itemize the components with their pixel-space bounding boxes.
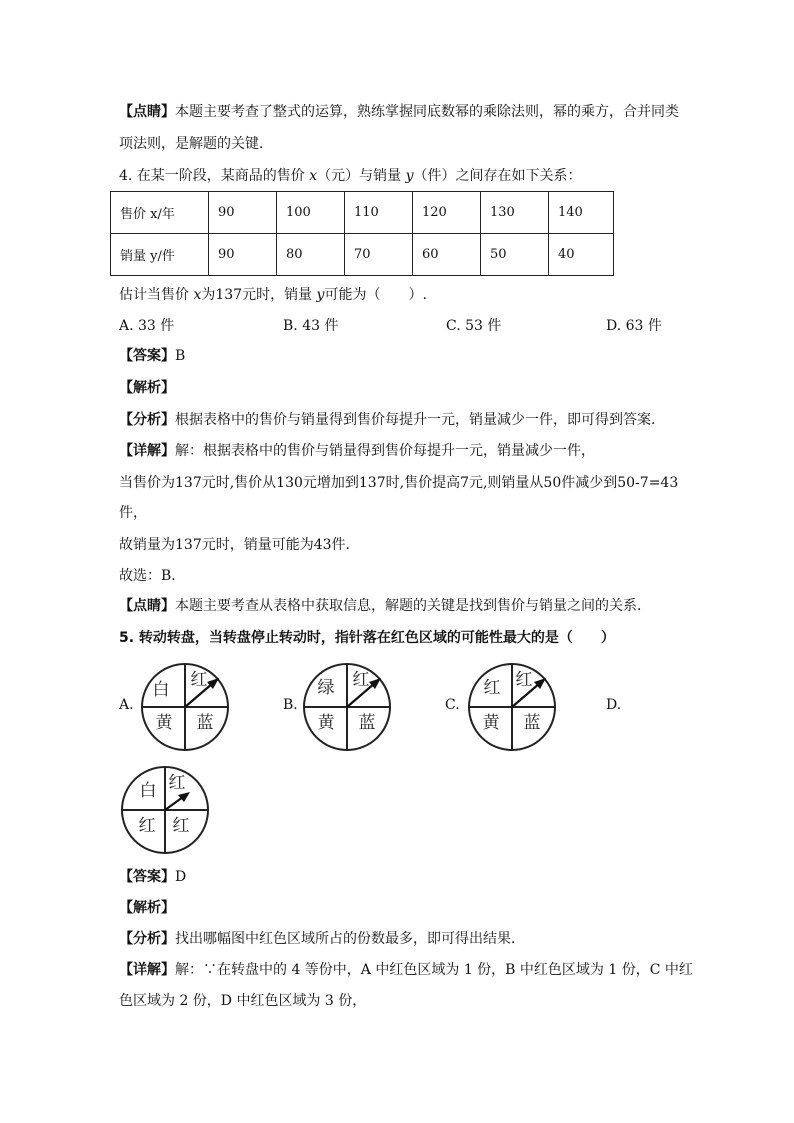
q5-answer: 【答案】D — [119, 869, 187, 885]
wheel-option-b-letter: B. — [283, 697, 298, 713]
spinner-wheel-c — [466, 661, 558, 753]
table-cell: 140 — [549, 192, 614, 234]
q4-question: 估计当售价 x为137元时，销量 y可能为（ ）. — [119, 287, 427, 303]
dianjing-tag: 【点睛】 — [119, 104, 175, 120]
sector-bottom-left: 红 — [138, 816, 156, 836]
table-header-price: 售价 x/年 — [111, 192, 209, 234]
q4-answer: 【答案】B — [119, 348, 186, 364]
wheel-option-a-letter: A. — [119, 697, 134, 713]
spinner-wheel-a — [139, 661, 231, 753]
dianjing-continuation: 项法则，是解题的关键． — [119, 136, 273, 152]
q4-detail-line-2: 当售价为137元时,售价从130元增加到137时,售价提高7元,则销量从50件减少到50-7=43 — [119, 475, 679, 491]
price-sales-table — [110, 191, 614, 276]
table-row-sales — [111, 234, 614, 276]
sector-top-right: 红 — [190, 670, 208, 690]
q4-fenxi: 【分析】根据表格中的售价与销量得到售价每提升一元，销量减少一件，即可得到答案． — [119, 412, 665, 428]
q4-dianjing: 【点睛】本题主要考查从表格中获取信息，解题的关键是找到售价与销量之间的关系． — [119, 598, 651, 614]
sector-bottom-left: 黄 — [155, 713, 173, 733]
sector-bottom-right: 蓝 — [523, 713, 541, 733]
table-cell: 60 — [413, 234, 481, 276]
table-cell: 70 — [345, 234, 413, 276]
answer-value: B — [175, 348, 186, 364]
table-cell: 100 — [277, 192, 345, 234]
sector-top-right: 红 — [168, 773, 186, 793]
q5-fenxi: 【分析】找出哪幅图中红色区域所占的份数最多，即可得出结果． — [119, 931, 525, 947]
table-header-sales: 销量 y/件 — [111, 234, 209, 276]
table-cell: 40 — [549, 234, 614, 276]
dianjing-text: 本题主要考查了整式的运算，熟练掌握同底数幂的乘除法则，幂的乘方，合并同类 — [175, 104, 679, 120]
table-cell: 80 — [277, 234, 345, 276]
table-cell: 120 — [413, 192, 481, 234]
sector-top-right: 红 — [352, 670, 370, 690]
table-cell: 90 — [209, 234, 277, 276]
option-a: A. 33 件 — [119, 318, 175, 334]
sector-bottom-right: 红 — [172, 816, 190, 836]
answer-value: D — [175, 869, 187, 885]
table-cell: 90 — [209, 192, 277, 234]
q5-stem: 5. 转动转盘，当转盘停止转动时，指针落在红色区域的可能性最大的是（ ） — [119, 630, 615, 646]
sector-top-left: 绿 — [317, 678, 335, 698]
sector-bottom-left: 黄 — [482, 713, 500, 733]
sector-top-right: 红 — [515, 670, 533, 690]
q5-xiangjie: 【详解】解：∵在转盘中的 4 等份中，A 中红色区域为 1 份，B 中红色区域为 1 份，C 中红 — [119, 962, 693, 978]
table-cell: 130 — [481, 192, 549, 234]
option-b: B. 43 件 — [283, 318, 339, 334]
spinner-wheel-d — [119, 764, 211, 856]
q4-detail-line-3: 件， — [119, 505, 147, 521]
sector-bottom-left: 黄 — [317, 713, 335, 733]
sector-top-left: 白 — [152, 680, 170, 700]
wheel-option-d-letter: D. — [606, 697, 622, 713]
q5-xiangjie-continuation: 色区域为 2 份，D 中红色区域为 3 份， — [119, 993, 367, 1009]
sector-bottom-right: 蓝 — [358, 713, 376, 733]
q4-jiexi-heading: 【解析】 — [119, 380, 175, 396]
table-cell: 110 — [345, 192, 413, 234]
var-x: x — [309, 168, 318, 184]
q5-jiexi-heading: 【解析】 — [119, 900, 175, 916]
table-row-price — [111, 192, 614, 234]
q4-detail-line-4: 故销量为137元时，销量可能为43件． — [119, 537, 360, 553]
wheel-option-c-letter: C. — [445, 697, 460, 713]
option-d: D. 63 件 — [606, 318, 662, 334]
q4-stem: 4. 在某一阶段，某商品的售价 x（元）与销量 y（件）之间存在如下关系： — [119, 168, 582, 184]
option-c: C. 53 件 — [446, 318, 502, 334]
dianjing-paragraph — [119, 102, 679, 122]
sector-top-left: 红 — [483, 678, 501, 698]
table-cell: 50 — [481, 234, 549, 276]
q4-xiangjie: 【详解】解：根据表格中的售价与销量得到售价每提升一元，销量减少一件， — [119, 443, 595, 459]
q4-detail-line-5: 故选：B． — [119, 568, 186, 584]
spinner-wheel-b — [301, 661, 393, 753]
sector-bottom-right: 蓝 — [196, 713, 214, 733]
sector-top-left: 白 — [139, 781, 157, 801]
var-y: y — [405, 168, 414, 184]
